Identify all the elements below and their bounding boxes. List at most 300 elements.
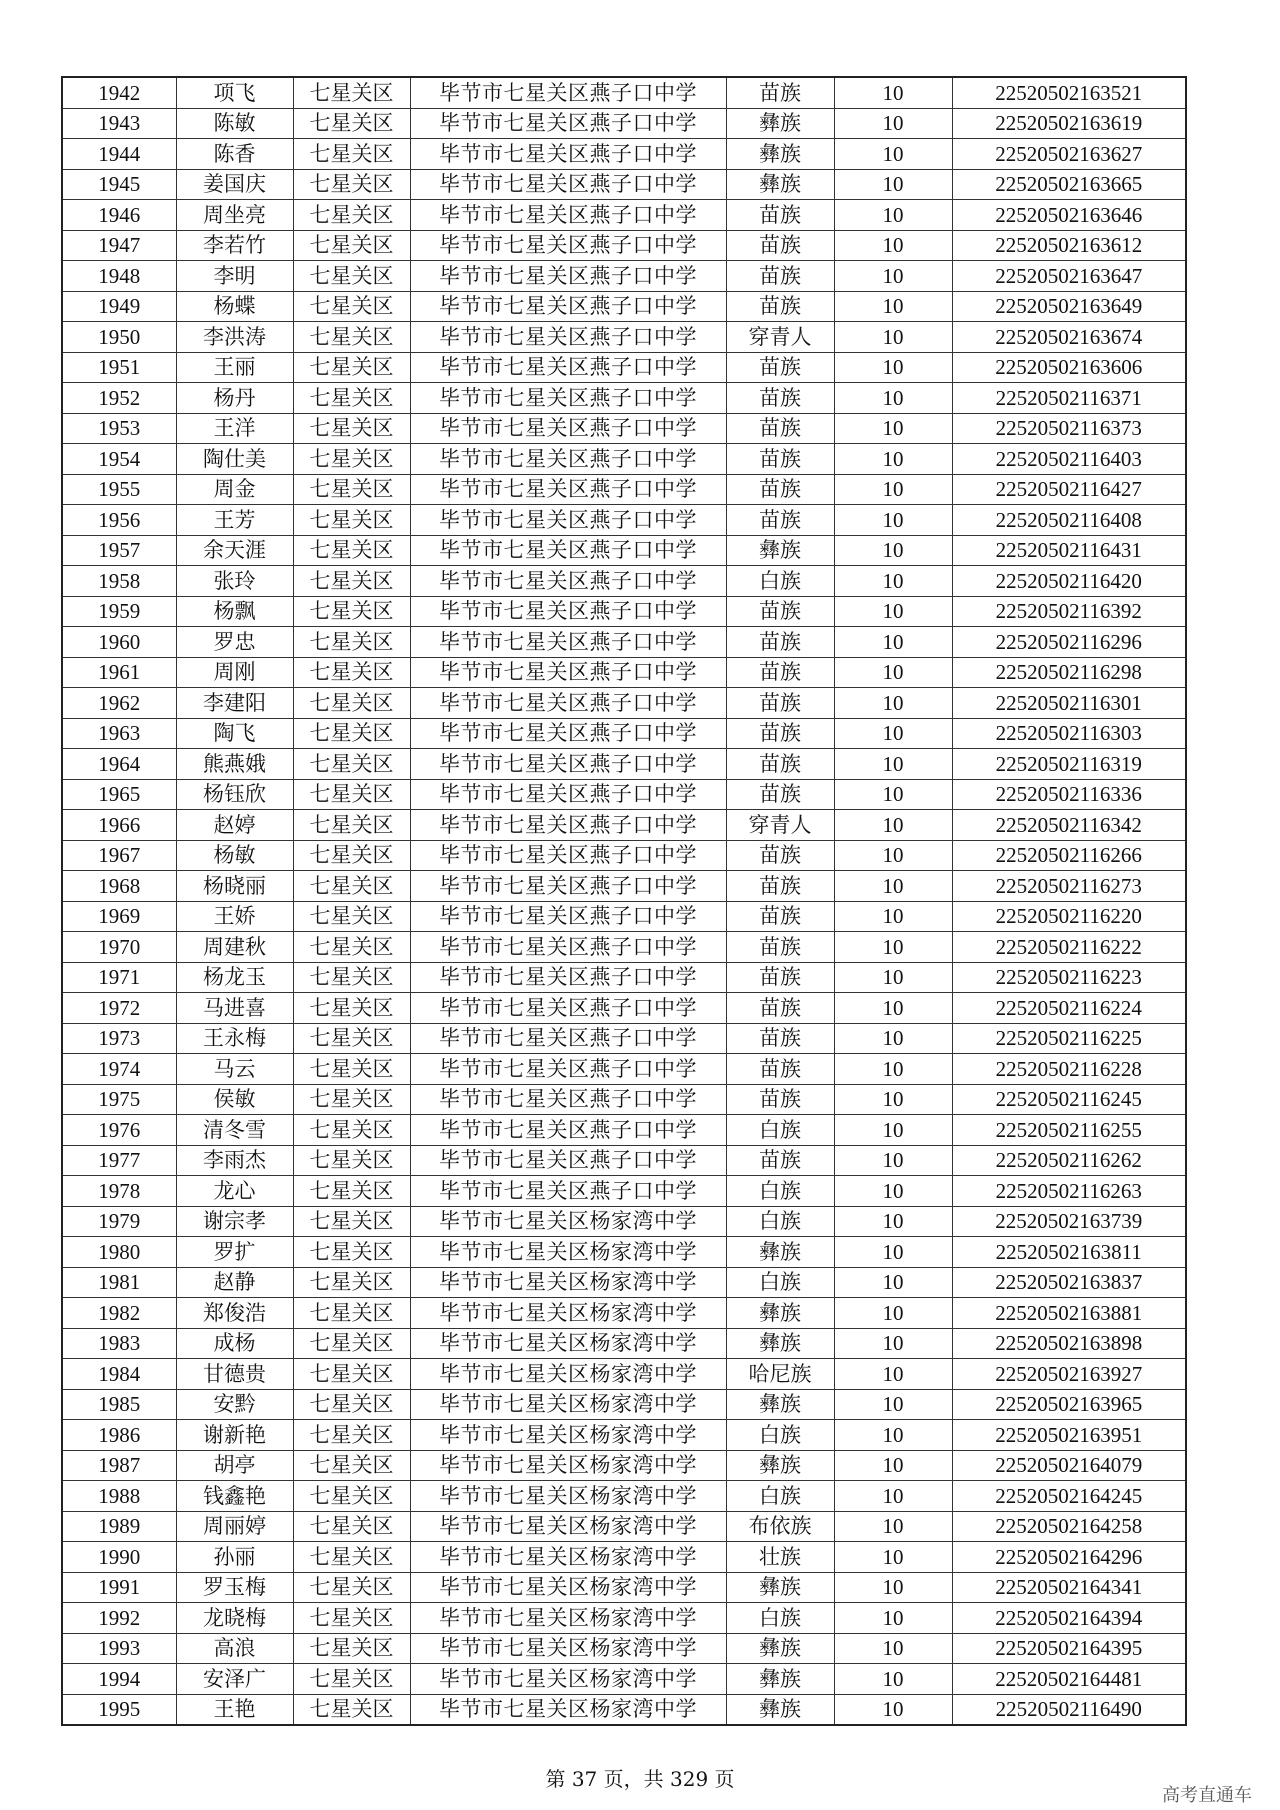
cell-district: 七星关区 [293, 1145, 410, 1176]
cell-no: 1962 [62, 688, 176, 719]
cell-score: 10 [834, 1694, 952, 1725]
cell-ethnicity: 苗族 [726, 840, 834, 871]
cell-school: 毕节市七星关区杨家湾中学 [410, 1542, 726, 1573]
cell-ethnicity: 苗族 [726, 291, 834, 322]
cell-name: 李洪涛 [176, 322, 293, 353]
cell-name: 李明 [176, 261, 293, 292]
cell-name: 龙晓梅 [176, 1603, 293, 1634]
table-row [62, 1054, 1186, 1085]
cell-district: 七星关区 [293, 932, 410, 963]
cell-no: 1956 [62, 505, 176, 536]
cell-ethnicity: 白族 [726, 1603, 834, 1634]
cell-score: 10 [834, 1054, 952, 1085]
cell-score: 10 [834, 1298, 952, 1329]
cell-ethnicity: 白族 [726, 1206, 834, 1237]
cell-no: 1968 [62, 871, 176, 902]
cell-ethnicity: 苗族 [726, 200, 834, 231]
cell-score: 10 [834, 1206, 952, 1237]
cell-school: 毕节市七星关区燕子口中学 [410, 1054, 726, 1085]
table-row [62, 322, 1186, 353]
cell-score: 10 [834, 1542, 952, 1573]
cell-district: 七星关区 [293, 505, 410, 536]
cell-name: 王丽 [176, 352, 293, 383]
cell-ethnicity: 苗族 [726, 688, 834, 719]
cell-score: 10 [834, 474, 952, 505]
cell-ethnicity: 穿青人 [726, 810, 834, 841]
cell-score: 10 [834, 1115, 952, 1146]
cell-no: 1963 [62, 718, 176, 749]
cell-name: 周丽婷 [176, 1511, 293, 1542]
table-row [62, 1481, 1186, 1512]
cell-score: 10 [834, 1633, 952, 1664]
cell-id: 22520502116273 [952, 871, 1186, 902]
cell-school: 毕节市七星关区燕子口中学 [410, 962, 726, 993]
cell-no: 1974 [62, 1054, 176, 1085]
cell-name: 李若竹 [176, 230, 293, 261]
table-row [62, 1115, 1186, 1146]
cell-id: 22520502163665 [952, 169, 1186, 200]
cell-ethnicity: 苗族 [726, 444, 834, 475]
cell-district: 七星关区 [293, 1115, 410, 1146]
cell-school: 毕节市七星关区燕子口中学 [410, 1023, 726, 1054]
cell-district: 七星关区 [293, 1176, 410, 1207]
cell-score: 10 [834, 322, 952, 353]
cell-no: 1959 [62, 596, 176, 627]
cell-id: 22520502163612 [952, 230, 1186, 261]
cell-score: 10 [834, 1023, 952, 1054]
roster-body [62, 77, 1186, 1725]
cell-school: 毕节市七星关区燕子口中学 [410, 1115, 726, 1146]
table-row [62, 932, 1186, 963]
cell-name: 高浪 [176, 1633, 293, 1664]
cell-id: 22520502163951 [952, 1420, 1186, 1451]
cell-score: 10 [834, 596, 952, 627]
cell-no: 1944 [62, 139, 176, 170]
cell-no: 1971 [62, 962, 176, 993]
cell-school: 毕节市七星关区燕子口中学 [410, 535, 726, 566]
cell-id: 22520502116371 [952, 383, 1186, 414]
cell-school: 毕节市七星关区杨家湾中学 [410, 1603, 726, 1634]
cell-district: 七星关区 [293, 291, 410, 322]
cell-ethnicity: 苗族 [726, 871, 834, 902]
cell-name: 安黔 [176, 1389, 293, 1420]
cell-ethnicity: 苗族 [726, 1023, 834, 1054]
cell-ethnicity: 彝族 [726, 1694, 834, 1725]
cell-id: 22520502163646 [952, 200, 1186, 231]
cell-ethnicity: 彝族 [726, 139, 834, 170]
cell-id: 22520502163649 [952, 291, 1186, 322]
cell-id: 22520502116342 [952, 810, 1186, 841]
cell-no: 1961 [62, 657, 176, 688]
cell-ethnicity: 白族 [726, 1267, 834, 1298]
table-row [62, 1176, 1186, 1207]
table-row [62, 1267, 1186, 1298]
table-row [62, 1450, 1186, 1481]
table-row [62, 1145, 1186, 1176]
cell-ethnicity: 苗族 [726, 993, 834, 1024]
cell-ethnicity: 彝族 [726, 1633, 834, 1664]
cell-score: 10 [834, 200, 952, 231]
cell-no: 1975 [62, 1084, 176, 1115]
cell-score: 10 [834, 1664, 952, 1695]
cell-score: 10 [834, 352, 952, 383]
cell-id: 22520502163881 [952, 1298, 1186, 1329]
cell-name: 孙丽 [176, 1542, 293, 1573]
cell-district: 七星关区 [293, 169, 410, 200]
cell-district: 七星关区 [293, 1572, 410, 1603]
cell-id: 22520502116427 [952, 474, 1186, 505]
cell-no: 1989 [62, 1511, 176, 1542]
cell-score: 10 [834, 1267, 952, 1298]
cell-score: 10 [834, 566, 952, 597]
cell-score: 10 [834, 749, 952, 780]
cell-district: 七星关区 [293, 871, 410, 902]
cell-id: 22520502164481 [952, 1664, 1186, 1695]
cell-id: 22520502163837 [952, 1267, 1186, 1298]
cell-district: 七星关区 [293, 840, 410, 871]
cell-score: 10 [834, 230, 952, 261]
cell-score: 10 [834, 291, 952, 322]
cell-id: 22520502116301 [952, 688, 1186, 719]
cell-name: 熊燕娥 [176, 749, 293, 780]
cell-district: 七星关区 [293, 352, 410, 383]
cell-ethnicity: 彝族 [726, 108, 834, 139]
cell-name: 赵婷 [176, 810, 293, 841]
cell-school: 毕节市七星关区燕子口中学 [410, 993, 726, 1024]
cell-district: 七星关区 [293, 1023, 410, 1054]
cell-name: 杨敏 [176, 840, 293, 871]
cell-id: 22520502164341 [952, 1572, 1186, 1603]
cell-ethnicity: 彝族 [726, 535, 834, 566]
table-row [62, 169, 1186, 200]
cell-school: 毕节市七星关区杨家湾中学 [410, 1237, 726, 1268]
cell-district: 七星关区 [293, 1084, 410, 1115]
cell-district: 七星关区 [293, 535, 410, 566]
cell-no: 1979 [62, 1206, 176, 1237]
cell-district: 七星关区 [293, 444, 410, 475]
cell-school: 毕节市七星关区燕子口中学 [410, 413, 726, 444]
cell-ethnicity: 苗族 [726, 749, 834, 780]
cell-no: 1965 [62, 779, 176, 810]
cell-school: 毕节市七星关区杨家湾中学 [410, 1420, 726, 1451]
cell-district: 七星关区 [293, 1664, 410, 1695]
cell-score: 10 [834, 779, 952, 810]
cell-ethnicity: 苗族 [726, 77, 834, 108]
cell-id: 22520502116220 [952, 901, 1186, 932]
cell-district: 七星关区 [293, 901, 410, 932]
cell-school: 毕节市七星关区燕子口中学 [410, 169, 726, 200]
table-row [62, 657, 1186, 688]
cell-ethnicity: 白族 [726, 1420, 834, 1451]
cell-district: 七星关区 [293, 1481, 410, 1512]
cell-id: 22520502116263 [952, 1176, 1186, 1207]
cell-name: 侯敏 [176, 1084, 293, 1115]
cell-name: 周坐亮 [176, 200, 293, 231]
cell-score: 10 [834, 1420, 952, 1451]
cell-district: 七星关区 [293, 1328, 410, 1359]
cell-id: 22520502116296 [952, 627, 1186, 658]
cell-no: 1957 [62, 535, 176, 566]
cell-school: 毕节市七星关区燕子口中学 [410, 200, 726, 231]
cell-id: 22520502164394 [952, 1603, 1186, 1634]
cell-name: 胡亭 [176, 1450, 293, 1481]
table-row [62, 1572, 1186, 1603]
cell-school: 毕节市七星关区燕子口中学 [410, 1145, 726, 1176]
cell-ethnicity: 穿青人 [726, 322, 834, 353]
table-row [62, 596, 1186, 627]
cell-ethnicity: 苗族 [726, 596, 834, 627]
cell-district: 七星关区 [293, 1420, 410, 1451]
table-row [62, 840, 1186, 871]
cell-district: 七星关区 [293, 962, 410, 993]
cell-no: 1948 [62, 261, 176, 292]
cell-score: 10 [834, 1481, 952, 1512]
cell-no: 1993 [62, 1633, 176, 1664]
table-row [62, 566, 1186, 597]
cell-ethnicity: 苗族 [726, 1054, 834, 1085]
cell-id: 22520502163811 [952, 1237, 1186, 1268]
cell-district: 七星关区 [293, 1206, 410, 1237]
table-row [62, 1084, 1186, 1115]
cell-district: 七星关区 [293, 688, 410, 719]
cell-ethnicity: 苗族 [726, 657, 834, 688]
cell-ethnicity: 苗族 [726, 932, 834, 963]
cell-score: 10 [834, 139, 952, 170]
cell-no: 1947 [62, 230, 176, 261]
cell-school: 毕节市七星关区燕子口中学 [410, 840, 726, 871]
table-row [62, 535, 1186, 566]
cell-district: 七星关区 [293, 779, 410, 810]
cell-district: 七星关区 [293, 1359, 410, 1390]
table-row [62, 1511, 1186, 1542]
cell-district: 七星关区 [293, 474, 410, 505]
roster-table-container [61, 76, 1185, 1726]
cell-id: 22520502116228 [952, 1054, 1186, 1085]
cell-no: 1953 [62, 413, 176, 444]
cell-name: 清冬雪 [176, 1115, 293, 1146]
cell-school: 毕节市七星关区杨家湾中学 [410, 1572, 726, 1603]
cell-id: 22520502116262 [952, 1145, 1186, 1176]
cell-ethnicity: 彝族 [726, 1237, 834, 1268]
cell-score: 10 [834, 383, 952, 414]
cell-score: 10 [834, 1359, 952, 1390]
cell-ethnicity: 苗族 [726, 627, 834, 658]
cell-score: 10 [834, 413, 952, 444]
table-row [62, 901, 1186, 932]
table-row [62, 688, 1186, 719]
cell-school: 毕节市七星关区燕子口中学 [410, 108, 726, 139]
table-row [62, 444, 1186, 475]
cell-name: 项飞 [176, 77, 293, 108]
cell-name: 姜国庆 [176, 169, 293, 200]
cell-score: 10 [834, 901, 952, 932]
cell-school: 毕节市七星关区杨家湾中学 [410, 1206, 726, 1237]
cell-school: 毕节市七星关区杨家湾中学 [410, 1633, 726, 1664]
cell-school: 毕节市七星关区燕子口中学 [410, 322, 726, 353]
cell-ethnicity: 壮族 [726, 1542, 834, 1573]
table-row [62, 1359, 1186, 1390]
cell-id: 22520502163674 [952, 322, 1186, 353]
cell-id: 22520502163647 [952, 261, 1186, 292]
cell-name: 陈敏 [176, 108, 293, 139]
cell-name: 杨蝶 [176, 291, 293, 322]
cell-school: 毕节市七星关区燕子口中学 [410, 718, 726, 749]
cell-school: 毕节市七星关区燕子口中学 [410, 77, 726, 108]
cell-no: 1945 [62, 169, 176, 200]
cell-name: 谢宗孝 [176, 1206, 293, 1237]
cell-id: 22520502163606 [952, 352, 1186, 383]
cell-name: 王芳 [176, 505, 293, 536]
cell-name: 李建阳 [176, 688, 293, 719]
cell-school: 毕节市七星关区燕子口中学 [410, 779, 726, 810]
cell-no: 1976 [62, 1115, 176, 1146]
cell-name: 李雨杰 [176, 1145, 293, 1176]
cell-name: 谢新艳 [176, 1420, 293, 1451]
cell-score: 10 [834, 1511, 952, 1542]
table-row [62, 230, 1186, 261]
cell-id: 22520502116420 [952, 566, 1186, 597]
cell-district: 七星关区 [293, 1450, 410, 1481]
table-row [62, 413, 1186, 444]
table-row [62, 1328, 1186, 1359]
cell-score: 10 [834, 1145, 952, 1176]
cell-id: 22520502116225 [952, 1023, 1186, 1054]
cell-district: 七星关区 [293, 1633, 410, 1664]
cell-name: 王娇 [176, 901, 293, 932]
cell-name: 张玲 [176, 566, 293, 597]
table-row [62, 1420, 1186, 1451]
table-row [62, 505, 1186, 536]
cell-ethnicity: 苗族 [726, 261, 834, 292]
cell-school: 毕节市七星关区杨家湾中学 [410, 1298, 726, 1329]
cell-name: 罗扩 [176, 1237, 293, 1268]
cell-district: 七星关区 [293, 1542, 410, 1573]
cell-no: 1985 [62, 1389, 176, 1420]
cell-no: 1981 [62, 1267, 176, 1298]
cell-school: 毕节市七星关区杨家湾中学 [410, 1267, 726, 1298]
cell-score: 10 [834, 993, 952, 1024]
cell-school: 毕节市七星关区燕子口中学 [410, 352, 726, 383]
cell-name: 杨晓丽 [176, 871, 293, 902]
cell-school: 毕节市七星关区燕子口中学 [410, 627, 726, 658]
roster-table [61, 76, 1187, 1726]
cell-ethnicity: 哈尼族 [726, 1359, 834, 1390]
cell-school: 毕节市七星关区燕子口中学 [410, 230, 726, 261]
cell-name: 钱鑫艳 [176, 1481, 293, 1512]
cell-id: 22520502163619 [952, 108, 1186, 139]
cell-id: 22520502163965 [952, 1389, 1186, 1420]
cell-score: 10 [834, 108, 952, 139]
cell-no: 1987 [62, 1450, 176, 1481]
table-row [62, 261, 1186, 292]
cell-name: 王艳 [176, 1694, 293, 1725]
cell-no: 1970 [62, 932, 176, 963]
cell-school: 毕节市七星关区燕子口中学 [410, 444, 726, 475]
cell-school: 毕节市七星关区杨家湾中学 [410, 1694, 726, 1725]
cell-district: 七星关区 [293, 749, 410, 780]
cell-score: 10 [834, 810, 952, 841]
cell-score: 10 [834, 505, 952, 536]
cell-id: 22520502163627 [952, 139, 1186, 170]
cell-name: 马进喜 [176, 993, 293, 1024]
cell-district: 七星关区 [293, 1511, 410, 1542]
table-row [62, 993, 1186, 1024]
cell-name: 郑俊浩 [176, 1298, 293, 1329]
cell-name: 陶仕美 [176, 444, 293, 475]
cell-ethnicity: 苗族 [726, 1084, 834, 1115]
cell-district: 七星关区 [293, 1694, 410, 1725]
cell-ethnicity: 苗族 [726, 230, 834, 261]
cell-no: 1964 [62, 749, 176, 780]
cell-district: 七星关区 [293, 108, 410, 139]
cell-school: 毕节市七星关区燕子口中学 [410, 810, 726, 841]
table-row [62, 352, 1186, 383]
cell-id: 22520502164258 [952, 1511, 1186, 1542]
cell-district: 七星关区 [293, 566, 410, 597]
cell-school: 毕节市七星关区燕子口中学 [410, 1084, 726, 1115]
cell-no: 1967 [62, 840, 176, 871]
cell-district: 七星关区 [293, 596, 410, 627]
cell-score: 10 [834, 657, 952, 688]
cell-name: 马云 [176, 1054, 293, 1085]
cell-name: 王洋 [176, 413, 293, 444]
cell-district: 七星关区 [293, 1603, 410, 1634]
table-row [62, 1603, 1186, 1634]
table-row [62, 779, 1186, 810]
cell-school: 毕节市七星关区燕子口中学 [410, 749, 726, 780]
cell-ethnicity: 白族 [726, 566, 834, 597]
cell-district: 七星关区 [293, 200, 410, 231]
cell-id: 22520502116224 [952, 993, 1186, 1024]
table-row [62, 1298, 1186, 1329]
cell-name: 周刚 [176, 657, 293, 688]
cell-name: 周金 [176, 474, 293, 505]
cell-name: 杨飘 [176, 596, 293, 627]
cell-ethnicity: 白族 [726, 1481, 834, 1512]
cell-score: 10 [834, 840, 952, 871]
cell-id: 22520502116373 [952, 413, 1186, 444]
cell-name: 杨龙玉 [176, 962, 293, 993]
table-row [62, 1206, 1186, 1237]
cell-score: 10 [834, 1389, 952, 1420]
cell-id: 22520502163927 [952, 1359, 1186, 1390]
cell-district: 七星关区 [293, 413, 410, 444]
cell-school: 毕节市七星关区燕子口中学 [410, 932, 726, 963]
cell-ethnicity: 彝族 [726, 169, 834, 200]
cell-id: 22520502163898 [952, 1328, 1186, 1359]
cell-district: 七星关区 [293, 261, 410, 292]
table-row [62, 1694, 1186, 1725]
cell-school: 毕节市七星关区燕子口中学 [410, 291, 726, 322]
cell-name: 杨钰欣 [176, 779, 293, 810]
table-row [62, 627, 1186, 658]
cell-ethnicity: 彝族 [726, 1572, 834, 1603]
cell-score: 10 [834, 1603, 952, 1634]
cell-name: 赵静 [176, 1267, 293, 1298]
cell-no: 1991 [62, 1572, 176, 1603]
cell-district: 七星关区 [293, 383, 410, 414]
cell-ethnicity: 苗族 [726, 352, 834, 383]
cell-ethnicity: 布依族 [726, 1511, 834, 1542]
cell-id: 22520502116431 [952, 535, 1186, 566]
cell-school: 毕节市七星关区杨家湾中学 [410, 1328, 726, 1359]
cell-no: 1980 [62, 1237, 176, 1268]
cell-no: 1958 [62, 566, 176, 597]
cell-ethnicity: 彝族 [726, 1450, 834, 1481]
cell-score: 10 [834, 1237, 952, 1268]
cell-no: 1978 [62, 1176, 176, 1207]
table-row [62, 474, 1186, 505]
